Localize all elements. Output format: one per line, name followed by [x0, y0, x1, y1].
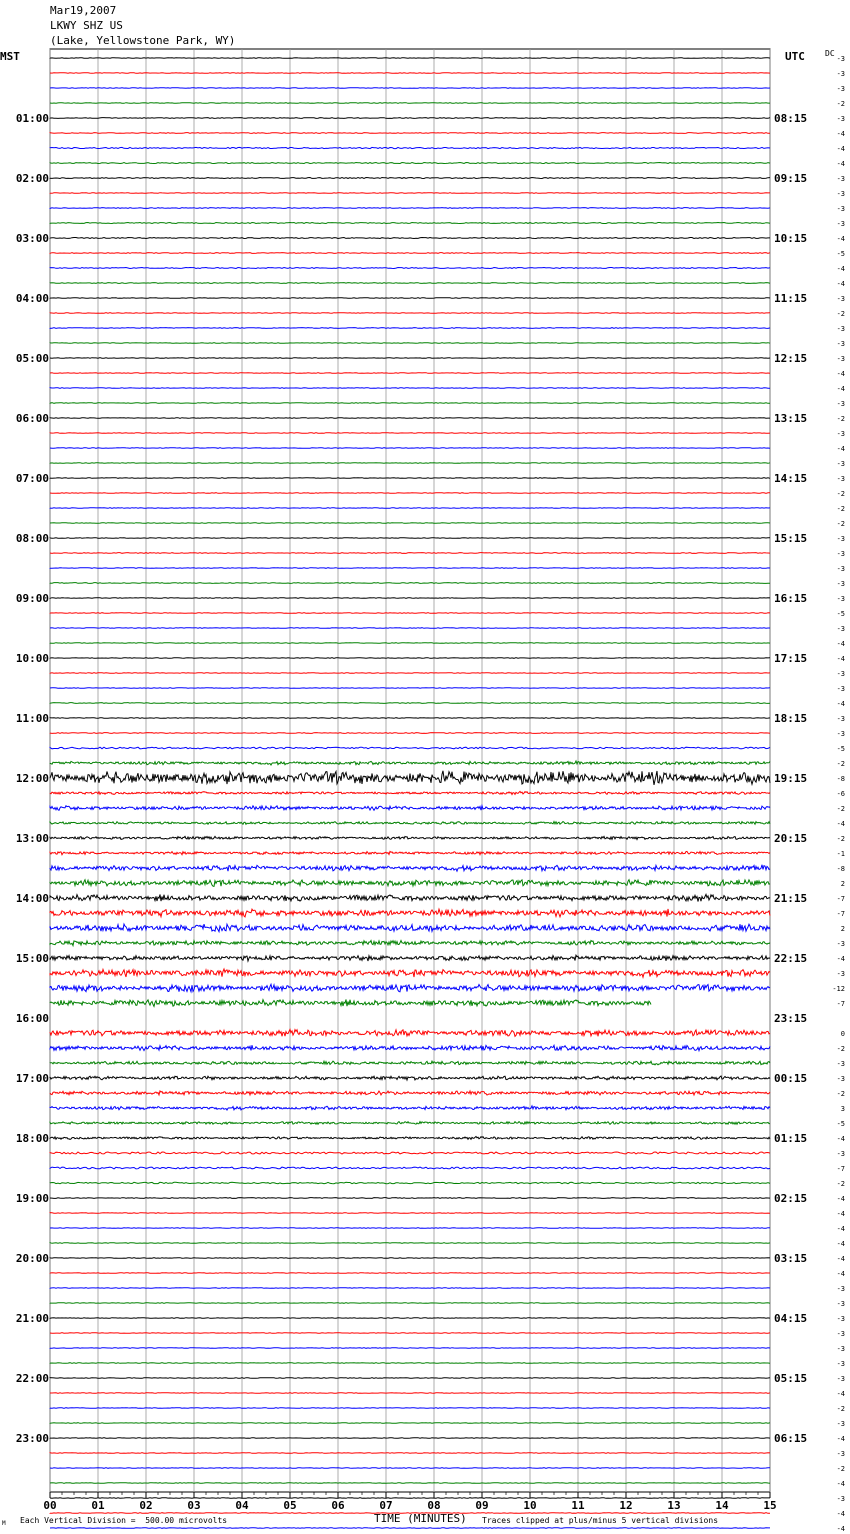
seismic-trace	[50, 806, 770, 811]
x-tick-label: 10	[523, 1499, 537, 1512]
right-hour-label: 17:15	[774, 652, 808, 665]
right-hour-label: 15:15	[774, 532, 808, 545]
seismic-trace	[50, 1258, 770, 1259]
left-hour-label: 22:00	[15, 1372, 49, 1385]
x-tick-label: 01	[91, 1499, 105, 1512]
seismic-trace	[50, 984, 770, 992]
dc-offset-label: 2	[840, 925, 845, 933]
dc-offset-label: -4	[836, 1435, 845, 1443]
dc-offset-label: -4	[836, 955, 845, 963]
dc-offset-label: -4	[836, 385, 845, 393]
seismic-trace	[50, 1213, 770, 1214]
dc-offset-label: -3	[836, 325, 845, 333]
left-hour-label: 15:00	[15, 952, 49, 965]
x-axis-title: TIME (MINUTES)	[374, 1512, 467, 1525]
dc-offset-label: -3	[836, 1345, 845, 1353]
dc-offset-label: -3	[836, 670, 845, 678]
dc-offset-label: -3	[836, 115, 845, 123]
dc-offset-label: -4	[836, 445, 845, 453]
dc-offset-label: -5	[836, 610, 845, 618]
seismic-trace	[50, 223, 770, 224]
seismic-trace	[50, 133, 770, 134]
seismic-trace	[50, 463, 770, 464]
right-hour-label: 08:15	[774, 112, 808, 125]
dc-offset-label: -4	[836, 1255, 845, 1263]
dc-offset-label: -3	[836, 55, 845, 63]
seismic-trace	[50, 1468, 770, 1469]
right-hour-label: 20:15	[774, 832, 808, 845]
dc-offset-label: -3	[836, 1330, 845, 1338]
dc-offset-label: -4	[836, 1525, 845, 1533]
seismic-trace	[50, 163, 770, 164]
seismic-trace	[50, 538, 770, 539]
left-hour-label: 19:00	[15, 1192, 49, 1205]
seismic-trace	[50, 761, 770, 765]
seismic-trace	[50, 1348, 770, 1349]
dc-offset-label: -3	[836, 340, 845, 348]
dc-offset-label: -4	[836, 655, 845, 663]
seismic-trace	[50, 969, 770, 977]
dc-offset-label: -4	[836, 1135, 845, 1143]
left-hour-label: 14:00	[15, 892, 49, 905]
seismic-trace	[50, 58, 770, 59]
seismic-trace	[50, 418, 770, 419]
dc-offset-label: -4	[836, 1210, 845, 1218]
left-hour-label: 10:00	[15, 652, 49, 665]
seismic-trace	[50, 658, 770, 659]
dc-offset-label: 0	[840, 1030, 845, 1038]
dc-offset-label: -3	[836, 715, 845, 723]
dc-offset-label: -12	[832, 985, 845, 993]
seismic-trace	[50, 208, 770, 209]
dc-offset-label: 3	[840, 1105, 845, 1113]
dc-offset-label: 2	[840, 880, 845, 888]
dc-offset-label: -3	[836, 1285, 845, 1293]
seismic-trace	[50, 851, 770, 854]
seismic-trace	[50, 628, 770, 629]
seismic-trace	[50, 1091, 770, 1095]
left-hour-label: 09:00	[15, 592, 49, 605]
seismic-trace	[50, 613, 770, 614]
seismic-trace	[50, 955, 770, 961]
seismic-trace	[50, 178, 770, 179]
chart-grid	[50, 49, 770, 1498]
header-station: LKWY SHZ US	[50, 19, 123, 32]
seismic-trace	[50, 88, 770, 89]
dc-offset-label: -3	[836, 1420, 845, 1428]
seismic-trace	[50, 403, 770, 404]
dc-offset-label: -4	[836, 1225, 845, 1233]
seismic-trace	[50, 1363, 770, 1364]
seismic-trace	[50, 388, 770, 389]
seismic-trace	[50, 298, 770, 299]
dc-offset-label: -2	[836, 520, 845, 528]
dc-offset-label: -3	[836, 1150, 845, 1158]
seismic-trace	[50, 924, 770, 932]
dc-offset-label: -3	[836, 535, 845, 543]
dc-offset-label: -2	[836, 100, 845, 108]
seismic-trace	[50, 1408, 770, 1409]
dc-offset-label: -3	[836, 400, 845, 408]
seismic-trace	[50, 358, 770, 359]
seismic-trace	[50, 1061, 770, 1065]
dc-offset-label: -3	[836, 1360, 845, 1368]
seismic-trace	[50, 747, 770, 749]
dc-offset-label: -2	[836, 1045, 845, 1053]
x-tick-label: 13	[667, 1499, 681, 1512]
left-hour-label: 18:00	[15, 1132, 49, 1145]
seismic-trace	[50, 1106, 770, 1110]
right-hour-label: 13:15	[774, 412, 808, 425]
seismic-trace	[50, 1423, 770, 1424]
seismic-trace	[50, 343, 770, 344]
header-date: Mar19,2007	[50, 4, 117, 17]
left-timezone-label: MST	[0, 50, 20, 63]
dc-offset-label: -4	[836, 1270, 845, 1278]
dc-offset-label: -2	[836, 490, 845, 498]
seismic-trace	[50, 1393, 770, 1394]
x-tick-label: 09	[475, 1499, 489, 1512]
dc-offset-label: -3	[836, 70, 845, 78]
dc-offset-label: -3	[836, 220, 845, 228]
seismic-traces	[50, 58, 770, 1534]
x-tick-label: 08	[427, 1499, 441, 1512]
seismic-trace	[50, 238, 770, 239]
left-hour-label: 06:00	[15, 412, 49, 425]
dc-offset-label: -4	[836, 1510, 845, 1518]
dc-offset-label: -3	[836, 970, 845, 978]
dc-offset-label: -4	[836, 265, 845, 273]
seismic-trace	[50, 1029, 770, 1036]
dc-offset-label: -3	[836, 940, 845, 948]
x-tick-label: 03	[187, 1499, 201, 1512]
dc-offset-label: -3	[836, 205, 845, 213]
seismic-trace	[50, 1303, 770, 1304]
x-tick-label: 15	[763, 1499, 777, 1512]
dc-offset-label: -3	[836, 550, 845, 558]
dc-offset-label: -3	[836, 1450, 845, 1458]
dc-offset-label: -3	[836, 595, 845, 603]
seismic-trace	[50, 478, 770, 479]
seismic-trace	[50, 1333, 770, 1334]
dc-offset-label: -2	[836, 760, 845, 768]
seismic-trace	[50, 1167, 770, 1169]
seismic-trace	[50, 791, 770, 794]
corner-mark: M	[2, 1520, 6, 1527]
seismic-trace	[50, 1076, 770, 1080]
seismic-trace	[50, 598, 770, 599]
right-hour-label: 11:15	[774, 292, 808, 305]
seismic-trace	[50, 508, 770, 509]
left-hour-label: 07:00	[15, 472, 49, 485]
seismic-trace	[50, 1528, 770, 1529]
right-hour-label: 14:15	[774, 472, 808, 485]
dc-offset-label: -4	[836, 1390, 845, 1398]
left-hour-label: 12:00	[15, 772, 49, 785]
left-hour-label: 13:00	[15, 832, 49, 845]
dc-offset-label: -3	[836, 1060, 845, 1068]
x-tick-label: 07	[379, 1499, 393, 1512]
dc-offset-label: -2	[836, 1090, 845, 1098]
seismic-trace	[50, 1318, 770, 1319]
right-hour-label: 01:15	[774, 1132, 808, 1145]
dc-offset-label: -8	[836, 865, 845, 873]
seismic-trace	[50, 1483, 770, 1484]
seismic-trace	[50, 147, 770, 148]
dc-offset-label: -3	[836, 685, 845, 693]
seismic-trace	[50, 118, 770, 119]
seismic-trace	[50, 1288, 770, 1289]
seismic-trace	[50, 568, 770, 569]
seismic-trace	[50, 718, 770, 719]
dc-offset-label: -3	[836, 475, 845, 483]
dc-offset-label: -4	[836, 235, 845, 243]
seismic-trace	[50, 865, 770, 872]
seismic-trace	[50, 523, 770, 524]
dc-offset-label: -3	[836, 1375, 845, 1383]
seismic-trace	[50, 822, 770, 825]
dc-offset-label: -2	[836, 835, 845, 843]
right-hour-label: 00:15	[774, 1072, 808, 1085]
dc-offset-label: -2	[836, 1465, 845, 1473]
x-tick-label: 12	[619, 1499, 633, 1512]
seismic-trace	[50, 894, 770, 901]
dc-offset-label: -5	[836, 1120, 845, 1128]
dc-offset-label: -4	[836, 280, 845, 288]
left-hour-label: 23:00	[15, 1432, 49, 1445]
dc-offset-label: -2	[836, 1180, 845, 1188]
left-hour-label: 02:00	[15, 172, 49, 185]
dc-offset-label: -1	[836, 850, 845, 858]
seismic-trace	[50, 941, 770, 946]
seismic-trace	[50, 1378, 770, 1379]
dc-offset-label: -3	[836, 565, 845, 573]
dc-offset-label: -4	[836, 820, 845, 828]
dc-offset-label: -3	[836, 460, 845, 468]
seismic-trace	[50, 583, 770, 584]
dc-offset-label: -6	[836, 790, 845, 798]
dc-offset-label: -4	[836, 145, 845, 153]
seismic-trace	[50, 673, 770, 674]
scale-note: Each Vertical Division = 500.00 microvolts	[20, 1516, 228, 1525]
seismic-trace	[50, 1122, 770, 1125]
chart-labels	[16, 55, 845, 1534]
dc-offset-label: -2	[836, 805, 845, 813]
seismic-trace	[50, 836, 770, 839]
seismic-trace	[50, 1137, 770, 1140]
dc-label: DC	[825, 49, 835, 58]
dc-offset-label: -2	[836, 415, 845, 423]
dc-offset-label: -4	[836, 700, 845, 708]
right-hour-label: 04:15	[774, 1312, 808, 1325]
seismic-trace	[50, 1045, 770, 1050]
right-timezone-label: UTC	[785, 50, 805, 63]
seismic-trace	[50, 771, 770, 785]
seismic-trace	[50, 733, 770, 734]
dc-offset-label: -3	[836, 85, 845, 93]
x-tick-label: 02	[139, 1499, 153, 1512]
dc-offset-label: -3	[836, 1300, 845, 1308]
dc-offset-label: -3	[836, 1495, 845, 1503]
dc-offset-label: -4	[836, 1195, 845, 1203]
right-hour-label: 02:15	[774, 1192, 808, 1205]
x-tick-label: 14	[715, 1499, 729, 1512]
right-hour-label: 03:15	[774, 1252, 808, 1265]
dc-offset-label: -3	[836, 430, 845, 438]
left-hour-label: 01:00	[15, 112, 49, 125]
seismic-trace	[50, 1438, 770, 1439]
header-location: (Lake, Yellowstone Park, WY)	[50, 34, 236, 47]
seismic-trace	[50, 1152, 770, 1154]
dc-offset-label: -4	[836, 160, 845, 168]
seismic-trace	[50, 1198, 770, 1199]
left-hour-label: 11:00	[15, 712, 49, 725]
seismic-trace	[50, 193, 770, 194]
seismic-trace	[50, 448, 770, 449]
right-hour-label: 19:15	[774, 772, 808, 785]
left-hour-label: 04:00	[15, 292, 49, 305]
right-hour-label: 18:15	[774, 712, 808, 725]
right-hour-label: 10:15	[774, 232, 808, 245]
dc-offset-label: -2	[836, 310, 845, 318]
left-hour-label: 03:00	[15, 232, 49, 245]
seismic-trace	[50, 643, 770, 644]
left-hour-label: 05:00	[15, 352, 49, 365]
seismic-trace	[50, 253, 770, 254]
seismic-trace	[50, 1000, 651, 1007]
dc-offset-label: -4	[836, 370, 845, 378]
dc-offset-label: -7	[836, 910, 845, 918]
seismic-trace	[50, 703, 770, 704]
seismic-trace	[50, 1228, 770, 1229]
seismic-trace	[50, 283, 770, 284]
seismic-trace	[50, 909, 770, 917]
dc-offset-label: -5	[836, 250, 845, 258]
seismic-trace	[50, 1182, 770, 1183]
dc-offset-label: -4	[836, 130, 845, 138]
left-hour-label: 20:00	[15, 1252, 49, 1265]
dc-offset-label: -3	[836, 295, 845, 303]
left-hour-label: 08:00	[15, 532, 49, 545]
dc-offset-label: -3	[836, 1315, 845, 1323]
left-hour-label: 21:00	[15, 1312, 49, 1325]
seismic-trace	[50, 373, 770, 374]
dc-offset-label: -5	[836, 745, 845, 753]
seismic-trace	[50, 1243, 770, 1244]
right-hour-label: 16:15	[774, 592, 808, 605]
left-hour-label: 16:00	[15, 1012, 49, 1025]
dc-offset-label: -8	[836, 775, 845, 783]
dc-offset-label: -3	[836, 355, 845, 363]
dc-offset-label: -3	[836, 175, 845, 183]
seismic-trace	[50, 553, 770, 554]
dc-offset-label: -3	[836, 1075, 845, 1083]
right-hour-label: 09:15	[774, 172, 808, 185]
dc-offset-label: -4	[836, 1480, 845, 1488]
right-hour-label: 06:15	[774, 1432, 808, 1445]
dc-offset-label: -7	[836, 895, 845, 903]
dc-offset-label: -4	[836, 640, 845, 648]
seismic-trace	[50, 880, 770, 887]
x-tick-label: 06	[331, 1499, 345, 1512]
right-hour-label: 22:15	[774, 952, 808, 965]
seismic-trace	[50, 1498, 770, 1499]
right-hour-label: 12:15	[774, 352, 808, 365]
left-hour-label: 17:00	[15, 1072, 49, 1085]
dc-offset-label: -3	[836, 190, 845, 198]
seismic-trace	[50, 493, 770, 494]
seismic-trace	[50, 433, 770, 434]
x-tick-label: 11	[571, 1499, 585, 1512]
seismic-trace	[50, 1273, 770, 1274]
dc-offset-label: -3	[836, 730, 845, 738]
dc-offset-label: -2	[836, 505, 845, 513]
seismic-trace	[50, 73, 770, 74]
x-tick-label: 05	[283, 1499, 297, 1512]
dc-offset-label: -3	[836, 580, 845, 588]
dc-offset-label: -4	[836, 1240, 845, 1248]
seismic-trace	[50, 1453, 770, 1454]
x-tick-label: 04	[235, 1499, 249, 1512]
seismic-trace	[50, 328, 770, 329]
clip-note: Traces clipped at plus/minus 5 vertical divisions	[482, 1516, 719, 1525]
dc-offset-label: -3	[836, 625, 845, 633]
dc-offset-label: -7	[836, 1000, 845, 1008]
seismic-trace	[50, 268, 770, 269]
seismic-trace	[50, 103, 770, 104]
right-hour-label: 21:15	[774, 892, 808, 905]
right-hour-label: 05:15	[774, 1372, 808, 1385]
x-tick-label: 00	[43, 1499, 57, 1512]
dc-offset-label: -7	[836, 1165, 845, 1173]
right-hour-label: 23:15	[774, 1012, 808, 1025]
plot-frame	[50, 49, 770, 1492]
seismic-trace	[50, 688, 770, 689]
dc-offset-label: -2	[836, 1405, 845, 1413]
seismic-trace	[50, 313, 770, 314]
